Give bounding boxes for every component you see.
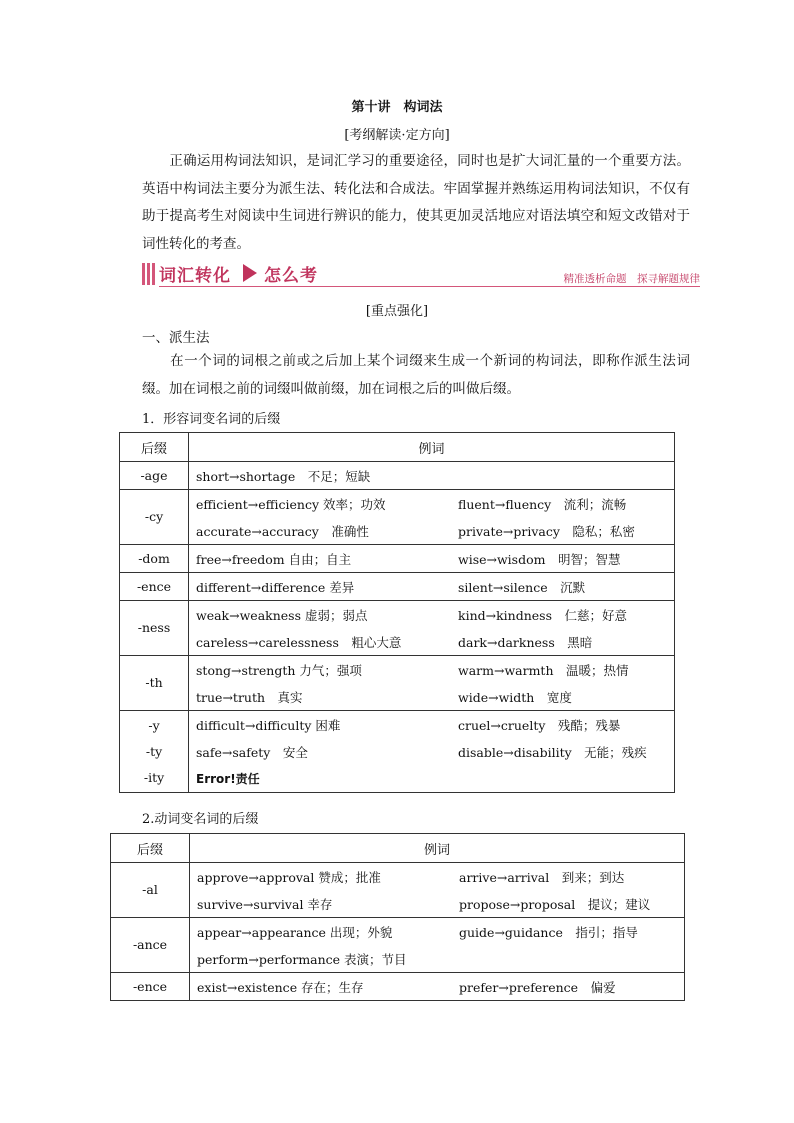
suffix-label: -ence <box>132 978 168 994</box>
example-line <box>197 863 684 890</box>
suffix-cell <box>111 973 190 1001</box>
table1-caption: 1．形容词变名词的后缀 <box>142 412 281 427</box>
page-title: 第十讲 构词法 <box>351 100 443 115</box>
table-row <box>120 711 675 793</box>
example-right: cruel→cruelty 残酷；残暴 <box>458 717 621 733</box>
example-left: efficient→efficiency 效率；功效 <box>196 496 386 512</box>
suffix-label: -ity <box>143 769 165 785</box>
header-examples: 例词 <box>189 433 675 462</box>
example-right: prefer→preference 偏爱 <box>459 979 616 995</box>
examples-cell <box>189 711 675 793</box>
examples-cell <box>189 462 675 490</box>
example-line <box>196 573 674 600</box>
example-left: perform→performance 表演；节目 <box>197 951 407 967</box>
example-left: different→difference 差异 <box>196 579 355 595</box>
banner-tagline: 精准透析命题 探寻解题规律 <box>563 273 700 285</box>
examples-cell <box>190 918 685 973</box>
examples-cell <box>190 973 685 1001</box>
example-line <box>197 945 684 972</box>
banner-left-title: 词汇转化 <box>159 266 231 286</box>
suffix-label: -dom <box>138 550 170 566</box>
example-right: propose→proposal 提议；建议 <box>459 896 651 912</box>
table-header-row <box>120 433 675 462</box>
table-row <box>120 490 675 545</box>
example-line <box>196 490 674 517</box>
suffix-label: -ty <box>145 743 163 759</box>
examples-cell <box>189 601 675 656</box>
example-left: short→shortage 不足；短缺 <box>196 468 371 484</box>
table-row <box>120 656 675 711</box>
banner-underline <box>159 286 700 287</box>
suffix-cell <box>111 918 190 973</box>
suffix-label: -cy <box>144 509 164 524</box>
example-line <box>196 765 674 792</box>
example-left: survive→survival 幸存 <box>197 896 333 912</box>
table2-caption: 2.动词变名词的后缀 <box>142 812 259 827</box>
triangle-arrow-icon <box>243 264 257 282</box>
table-row <box>120 462 675 490</box>
banner-bars-icon <box>142 263 156 285</box>
example-left: careless→carelessness 粗心大意 <box>196 634 402 650</box>
suffix-label: -al <box>142 882 158 897</box>
page-subtitle: [考纲解读·定方向] <box>344 128 450 143</box>
example-right: guide→guidance 指引；指导 <box>459 924 638 940</box>
example-left: appear→appearance 出现；外貌 <box>197 924 393 940</box>
table-row <box>120 601 675 656</box>
header-suffix: 后缀 <box>120 433 189 462</box>
example-right: dark→darkness 黑暗 <box>458 634 593 650</box>
example-line <box>196 711 674 738</box>
example-right: wide→width 宽度 <box>458 689 572 705</box>
suffix-label: -ance <box>132 937 168 952</box>
examples-cell <box>189 545 675 573</box>
derivation-paragraph: 在一个词的词根之前或之后加上某个词缀来生成一个新词的构词法，即称作派生法词缀。加在词根之前的词缀叫做前缀，加在词根之后的叫做后缀。 <box>142 353 690 397</box>
banner-right-title: 怎么考 <box>264 266 318 286</box>
example-right: wise→wisdom 明智；智慧 <box>458 551 621 567</box>
example-left: Error!责任 <box>196 772 260 786</box>
example-right: disable→disability 无能；残疾 <box>458 744 647 760</box>
examples-cell <box>189 490 675 545</box>
table-row <box>120 573 675 601</box>
example-right: arrive→arrival 到来；到达 <box>459 869 625 885</box>
example-right: private→privacy 隐私；私密 <box>458 523 635 539</box>
suffix-label: -th <box>145 675 163 690</box>
example-left: true→truth 真实 <box>196 689 303 705</box>
example-line <box>196 517 674 544</box>
intro-paragraph <box>142 148 690 258</box>
suffix-cell <box>111 863 190 918</box>
intro-text: 正确运用构词法知识，是词汇学习的重要途径，同时也是扩大词汇量的一个重要方法。英语中构词法主要分为派生法、转化法和合成法。牢固掌握并熟练运用构词法知识，不仅有助于提高考生对阅读中生词进行辨识的能力，使其更加灵活地应对语法填空和短文改错对于词性转化的考查。 <box>142 153 690 252</box>
suffix-cell <box>120 545 189 573</box>
suffix-label: -ence <box>136 578 172 594</box>
suffix-cell <box>120 573 189 601</box>
suffix-label: -ness <box>137 620 171 635</box>
adj-to-noun-table <box>119 432 675 793</box>
example-left: free→freedom 自由；自主 <box>196 551 352 567</box>
example-line <box>196 683 674 710</box>
example-left: accurate→accuracy 准确性 <box>196 523 369 539</box>
examples-cell <box>189 656 675 711</box>
example-left: safe→safety 安全 <box>196 744 308 760</box>
example-right: warm→warmth 温暖；热情 <box>458 662 629 678</box>
example-left: approve→approval 赞成；批准 <box>197 869 381 885</box>
example-left: exist→existence 存在；生存 <box>197 979 364 995</box>
example-line <box>196 462 674 489</box>
example-left: weak→weakness 虚弱；弱点 <box>196 607 368 623</box>
suffix-cell <box>120 462 189 490</box>
example-line <box>197 918 684 945</box>
header-examples: 例词 <box>190 834 685 863</box>
example-left: difficult→difficulty 困难 <box>196 717 341 733</box>
example-right: silent→silence 沉默 <box>458 579 586 595</box>
verb-to-noun-table <box>110 833 685 1001</box>
example-right: fluent→fluency 流利；流畅 <box>458 496 627 512</box>
heading-derivation: 一、派生法 <box>142 330 210 346</box>
suffix-label: -age <box>140 467 168 483</box>
example-line <box>196 545 674 572</box>
suffix-cell <box>120 711 189 793</box>
suffix-cell <box>120 656 189 711</box>
example-left: stong→strength 力气；强项 <box>196 662 362 678</box>
section-heading: [重点强化] <box>365 304 429 319</box>
example-line <box>196 628 674 655</box>
example-line <box>197 890 684 917</box>
example-line <box>196 738 674 765</box>
suffix-label: -y <box>148 717 160 733</box>
table-header-row <box>111 834 685 863</box>
example-right: kind→kindness 仁慈；好意 <box>458 607 628 623</box>
table-row <box>111 918 685 973</box>
example-line <box>197 973 684 1000</box>
example-line <box>196 601 674 628</box>
suffix-cell <box>120 601 189 656</box>
examples-cell <box>189 573 675 601</box>
example-line <box>196 656 674 683</box>
header-suffix: 后缀 <box>111 834 190 863</box>
table-row <box>111 973 685 1001</box>
section-banner <box>142 261 700 287</box>
table-row <box>120 545 675 573</box>
examples-cell <box>190 863 685 918</box>
table-row <box>111 863 685 918</box>
suffix-cell <box>120 490 189 545</box>
